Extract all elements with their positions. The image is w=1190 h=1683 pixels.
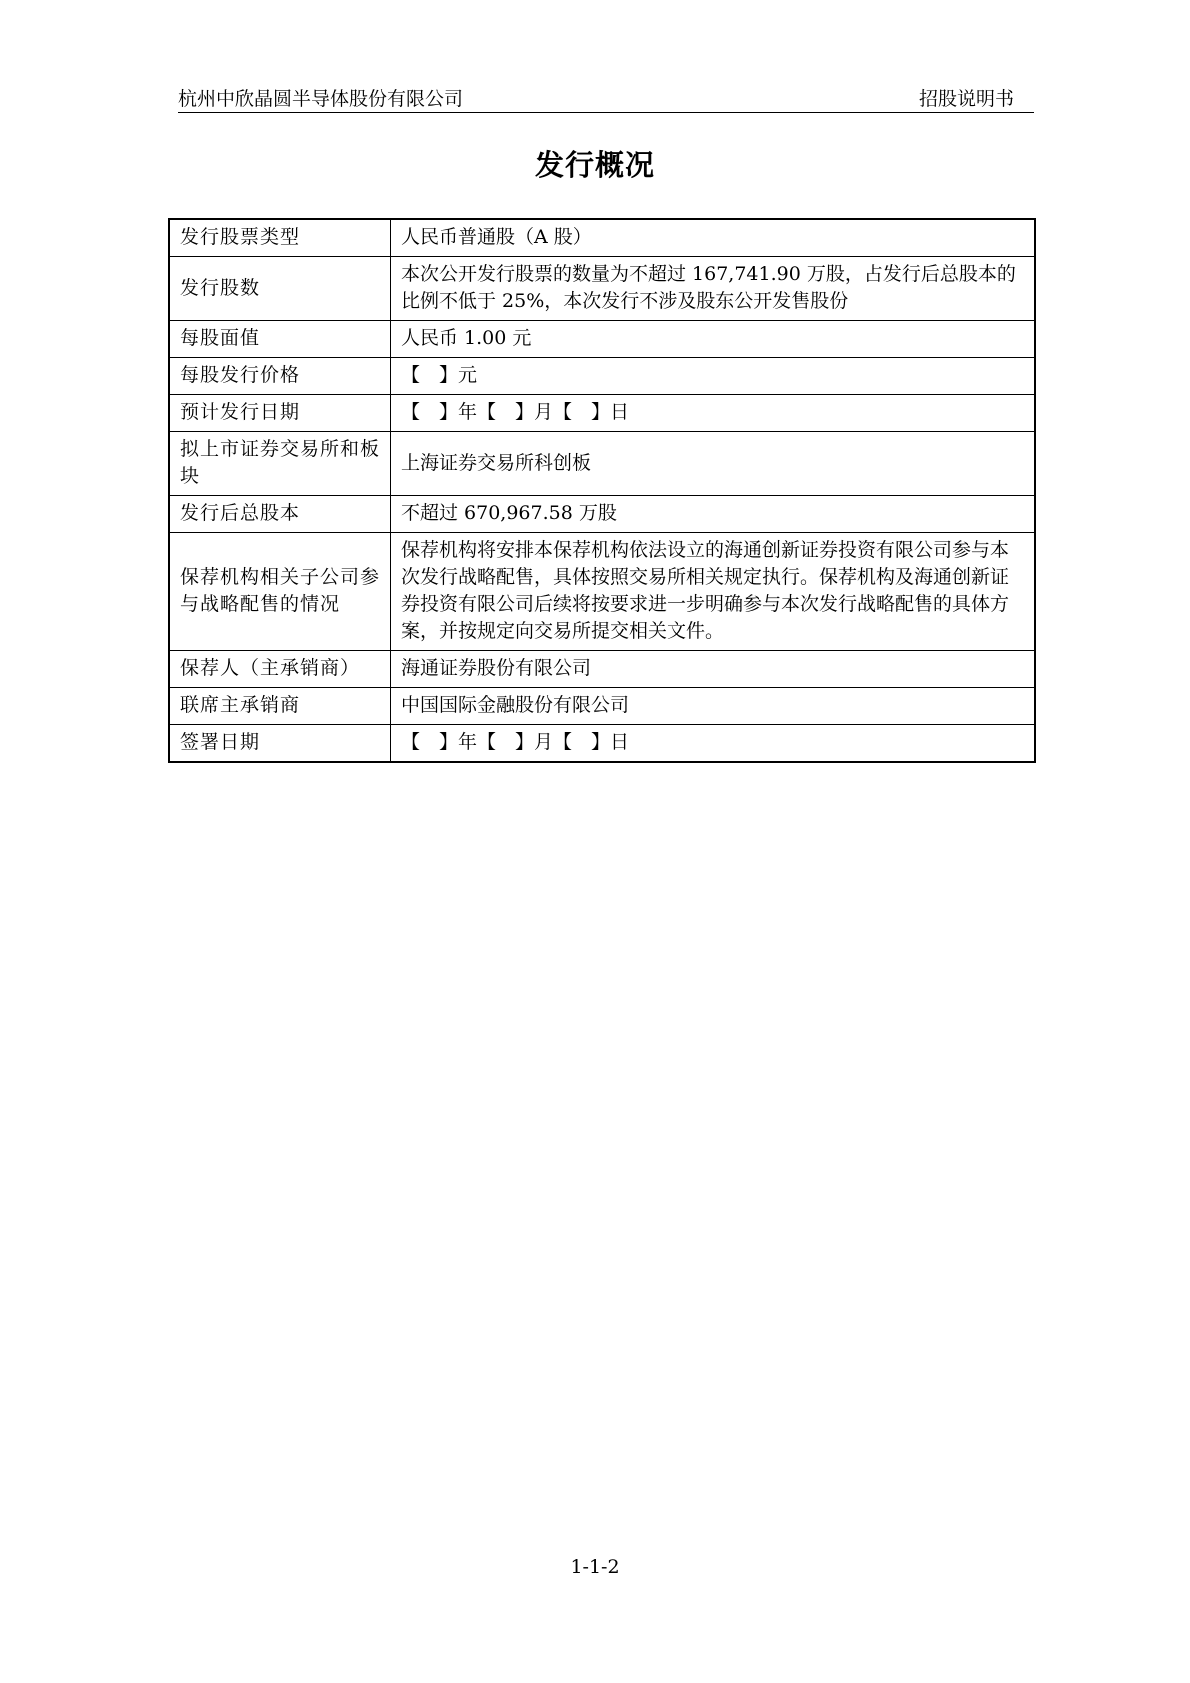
row-value: 【 】年【 】月【 】日 bbox=[391, 395, 1036, 432]
row-value: 人民币 1.00 元 bbox=[391, 321, 1036, 358]
row-label: 预计发行日期 bbox=[169, 395, 391, 432]
page-title: 发行概况 bbox=[534, 148, 655, 182]
row-value: 中国国际金融股份有限公司 bbox=[391, 688, 1036, 725]
header-document-type: 招股说明书 bbox=[918, 88, 1014, 110]
table-row bbox=[169, 725, 1035, 763]
row-value: 不超过 670,967.58 万股 bbox=[391, 496, 1036, 533]
table-row bbox=[169, 533, 1035, 651]
row-label: 发行股票类型 bbox=[169, 219, 391, 257]
row-value: 海通证券股份有限公司 bbox=[391, 651, 1036, 688]
row-label: 签署日期 bbox=[169, 725, 391, 763]
issuance-overview-table bbox=[168, 218, 1036, 763]
table-row bbox=[169, 358, 1035, 395]
row-label: 保荐机构相关子公司参与战略配售的情况 bbox=[169, 533, 391, 651]
table-row bbox=[169, 321, 1035, 358]
table-row bbox=[169, 496, 1035, 533]
row-value: 人民币普通股（A 股） bbox=[391, 219, 1036, 257]
row-value: 【 】元 bbox=[391, 358, 1036, 395]
row-value: 保荐机构将安排本保荐机构依法设立的海通创新证券投资有限公司参与本次发行战略配售，具体按照交易所相关规定执行。保荐机构及海通创新证券投资有限公司后续将按要求进一步明确参与本次发行战略配售的具体方案，并按规定向交易所提交相关文件。 bbox=[391, 533, 1036, 651]
row-label: 发行后总股本 bbox=[169, 496, 391, 533]
table-row bbox=[169, 688, 1035, 725]
header-company-name: 杭州中欣晶圆半导体股份有限公司 bbox=[178, 88, 464, 110]
row-value: 上海证券交易所科创板 bbox=[391, 432, 1036, 496]
row-label: 保荐人（主承销商） bbox=[169, 651, 391, 688]
row-value: 本次公开发行股票的数量为不超过 167,741.90 万股，占发行后总股本的比例不低于 25%，本次发行不涉及股东公开发售股份 bbox=[391, 257, 1036, 321]
row-label: 拟上市证券交易所和板块 bbox=[169, 432, 391, 496]
table-row bbox=[169, 257, 1035, 321]
table-row bbox=[169, 432, 1035, 496]
row-label: 每股面值 bbox=[169, 321, 391, 358]
table-row bbox=[169, 395, 1035, 432]
table-row bbox=[169, 651, 1035, 688]
row-label: 发行股数 bbox=[169, 257, 391, 321]
table-row bbox=[169, 219, 1035, 257]
page-header bbox=[178, 82, 1034, 113]
page-number: 1-1-2 bbox=[570, 1556, 620, 1578]
row-value: 【 】年【 】月【 】日 bbox=[391, 725, 1036, 763]
row-label: 每股发行价格 bbox=[169, 358, 391, 395]
row-label: 联席主承销商 bbox=[169, 688, 391, 725]
